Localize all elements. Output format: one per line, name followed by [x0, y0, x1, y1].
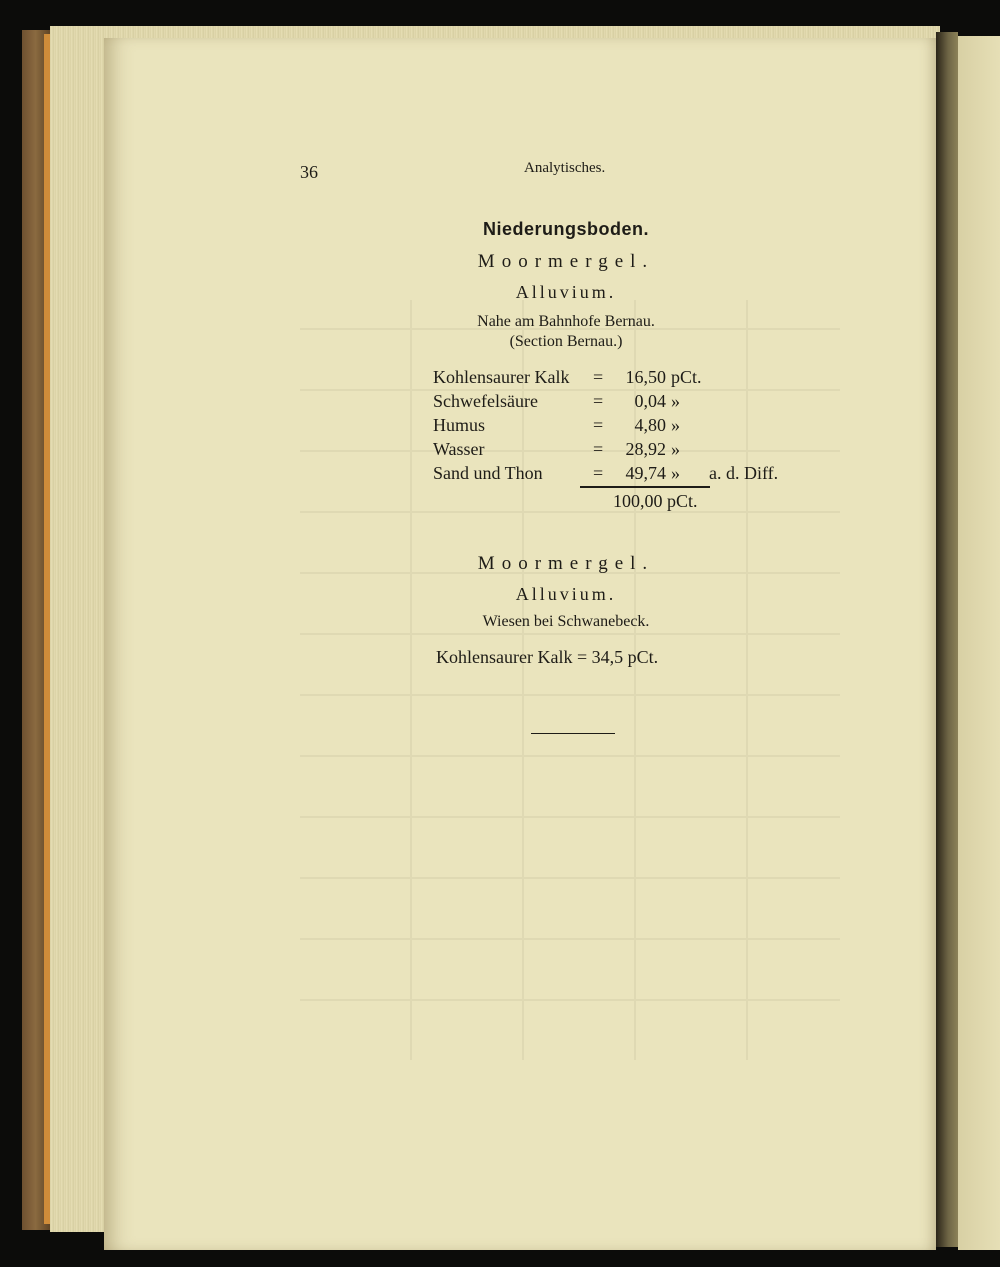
closing-rule: [531, 733, 615, 734]
table-row-label: Wasser: [433, 439, 485, 459]
equals-sign: =: [593, 367, 604, 387]
sample1-name: Moormergel.: [477, 251, 655, 272]
table-row-value: 4,80: [634, 415, 666, 435]
table-row-label: Sand und Thon: [433, 463, 543, 483]
running-head: Analytisches.: [524, 160, 606, 176]
book-gutter: [936, 32, 958, 1247]
sample1-formation: Alluvium.: [515, 282, 617, 302]
table-row-unit: »: [671, 439, 680, 459]
equals-sign: =: [593, 415, 604, 435]
table-row-label: Kohlensaurer Kalk: [433, 367, 570, 387]
table-row-unit: »: [671, 415, 680, 435]
table-row-unit: »: [671, 463, 680, 483]
show-through-texture: [300, 300, 840, 1060]
equals-sign: =: [593, 463, 604, 483]
table-row-note: a. d. Diff.: [709, 463, 779, 483]
equals-sign: =: [593, 391, 604, 411]
sample2-location: Wiesen bei Schwanebeck.: [482, 613, 650, 630]
table-row-value: 49,74: [625, 463, 666, 483]
sample1-section: (Section Bernau.): [509, 333, 623, 350]
page-number: 36: [300, 162, 318, 182]
table-row-unit: »: [671, 391, 680, 411]
sample1-location: Nahe am Bahnhofe Bernau.: [477, 313, 655, 330]
table-row-label: Schwefelsäure: [433, 391, 538, 411]
sample2-result: Kohlensaurer Kalk = 34,5 pCt.: [436, 647, 659, 667]
section-title: Niederungsboden.: [482, 219, 649, 239]
equals-sign: =: [593, 439, 604, 459]
sum-rule: [580, 486, 710, 488]
table-row-value: 28,92: [625, 439, 666, 459]
sample2-name: Moormergel.: [477, 553, 655, 574]
table-total: 100,00 pCt.: [613, 491, 698, 511]
table-row-value: 16,50: [625, 367, 666, 387]
sample2-formation: Alluvium.: [515, 584, 617, 604]
table-row-label: Humus: [433, 415, 486, 435]
table-row-value: 0,04: [634, 391, 666, 411]
table-row-unit: pCt.: [671, 367, 702, 387]
